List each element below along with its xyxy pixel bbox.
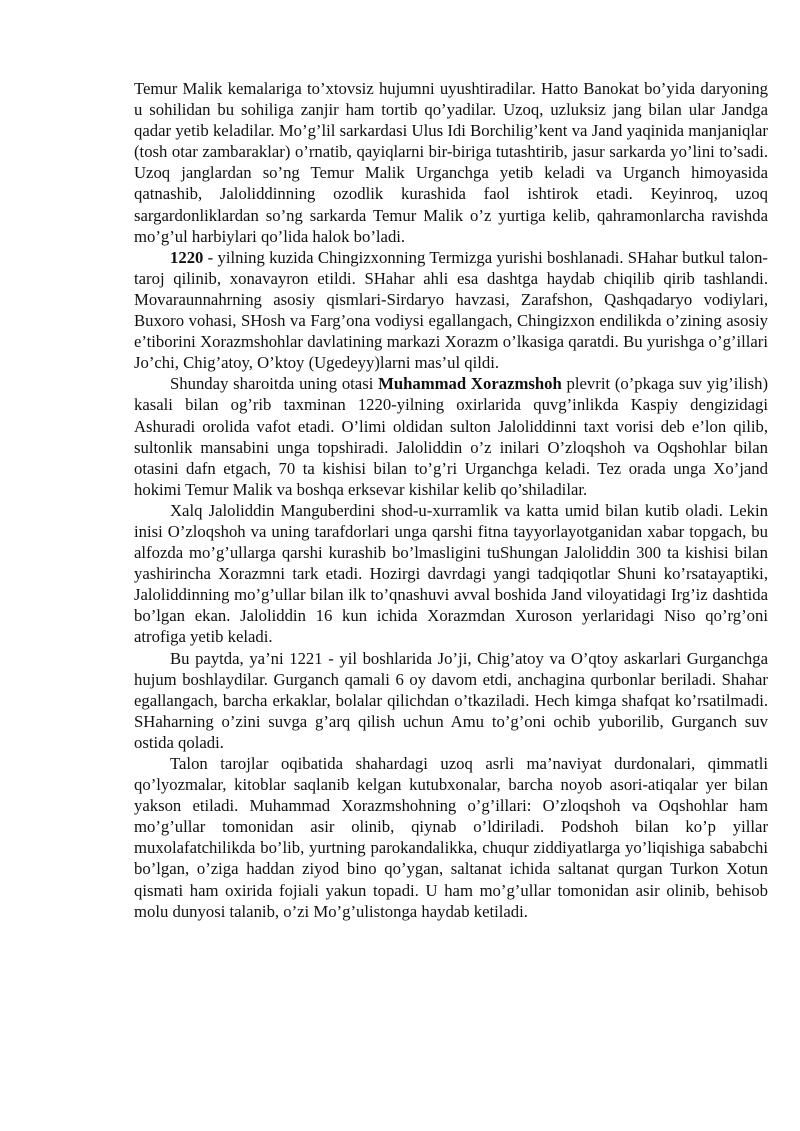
paragraph-3 (134, 373, 768, 500)
document-page (134, 78, 768, 922)
year-1220: 1220 (170, 247, 204, 267)
paragraph-5 (134, 648, 768, 753)
paragraph-6 (134, 753, 768, 922)
paragraph-text: Temur Malik kemalariga to’xtovsiz hujumni uyushtiradilar. Hatto Banokat bo’yida daryoning u sohilidan bu sohiliga zanjir ham tortib qo’yadilar. Uzoq, uzluksiz jang bilan ular Jandga qadar yetib keladilar. Mo’g’lil sarkardasi Ulus Idi Borchilig’kent va Jand yaqinida manjaniqlar (tosh otar zambaraklar) o’rnatib, qayiqlarni bir-biriga tutashtirib, jasur sarkarda yo’lini to’sadi. Uzoq janglardan so’ng Temur Malik Urganchga yetib keladi va Urganch himoyasida qatnashib, Jaloliddinning ozodlik kurashida faol ishtirok etadi. Keyinroq, uzoq sargardonliklardan so’ng sarkarda Temur Malik o’z yurtiga kelib, qahramonlarcha ravishda mo’g’ul harbiylari qo’lida halok bo’ladi. (134, 79, 768, 246)
paragraph-text: plevrit (o’pkaga suv yig’ilish) kasali bilan og’rib taxminan 1220-yilning oxirlarida quvg’inlikda Kaspiy dengizidagi Ashuradi orolida vafot etadi. O’limi oldidan sulton Jaloliddinni taxt vorisi deb e’lon qilib, sultonlik mansabini unga topshiradi. Jaloliddin o’z inilari O’zloqshoh va Oqshohlar bilan otasini dafn etgach, 70 ta kishisi bilan to’g’ri Urganchga keladi. Tez orada unga Xo’jand hokimi Temur Malik va boshqa erksevar kishilar kelib qo’shiladilar. (134, 374, 768, 499)
paragraph-4 (134, 500, 768, 648)
paragraph-1 (134, 78, 768, 247)
paragraph-2 (134, 247, 768, 374)
paragraph-text: Talon tarojlar oqibatida shahardagi uzoq asrli ma’naviyat durdonalari, qimmatli qo’lyozmalar, kitoblar saqlanib kelgan kutubxonalar, barcha noyob asori-atiqalar yer bilan yakson etiladi. Muhammad Xorazmshohning o’g’illari: O’zloqshoh va Oqshohlar ham mo’g’ullar tomonidan asir olinib, qiynab o’ldiriladi. Podshoh bilan ko’p yillar muxolafatchilikda bo’lib, yurtning parokandalikka, chuqur ziddiyatlarga yo’liqishiga sababchi bo’lgan, o’ziga haddan ziyod bino qo’ygan, saltanat ichida saltanat qurgan Turkon Xotun qismati ham oxirida fojiali yakun topadi. U ham mo’g’ullar tomonidan asir olinib, behisob molu dunyosi talanib, o’zi Mo’g’ulistonga haydab ketiladi. (134, 754, 768, 921)
paragraph-text: Bu paytda, ya’ni 1221 - yil boshlarida Jo’ji, Chig’atoy va O’qtoy askarlari Gurganchga hujum boshlaydilar. Gurganch qamali 6 oy davom etdi, anchagina qurbonlar beriladi. Shahar egallangach, barcha erkaklar, bolalar qilichdan o’tkaziladi. Hech kimga shafqat ko’rsatilmadi. SHaharning o’zini suvga g’arq qilish uchun Amu to’g’oni ochib yuborilib, Gurganch suv ostida qoladi. (134, 648, 768, 752)
name-muhammad-xorazmshoh: Muhammad Xorazmshoh (378, 374, 562, 394)
paragraph-text: Shunday sharoitda uning otasi (170, 374, 379, 394)
paragraph-text: Xalq Jaloliddin Manguberdini shod-u-xurramlik va katta umid bilan kutib oladi. Lekin inisi O’zloqshoh va uning tarafdorlari unga qarshi fitna tayyorlayotganidan xabar topgach, bu alfozda mo’g’ullarga qarshi kurashib bo’lmasligini tuShungan Jaloliddin 300 ta kishisi bilan yashirincha Xorazmni tark etadi. Hozirgi davrdagi yangi tadqiqotlar Shuni ko’rsatayaptiki, Jaloliddinning mo’g’ullar bilan ilk to’qnashuvi avval boshida Jand viloyatidagi Irg’iz dashtida bo’lgan ekan. Jaloliddin 16 kun ichida Xorazmdan Xuroson yerlaridagi Niso qo’rg’oni atrofiga yetib keladi. (134, 500, 768, 647)
paragraph-text: - yilning kuzida Chingizxonning Termizga yurishi boshlanadi. SHahar butkul talon-taroj qilinib, xonavayron etildi. SHahar ahli esa dashtga haydab chiqilib qirib tashlandi. Movaraunnahrning asosiy qismlari-Sirdaryo havzasi, Zarafshon, Qashqadaryo vodiylari, Buxoro vohasi, SHosh va Farg’ona vodiysi egallangach, Chingizxon endilikda o’zining asosiy e’tiborini Xorazmshohlar davlatining markazi Xorazm o’lkasiga qaratdi. Bu yurishga o’g’illari Jo’chi, Chig’atoy, O’ktoy (Ugedeyy)larni mas’ul qildi. (134, 247, 768, 373)
